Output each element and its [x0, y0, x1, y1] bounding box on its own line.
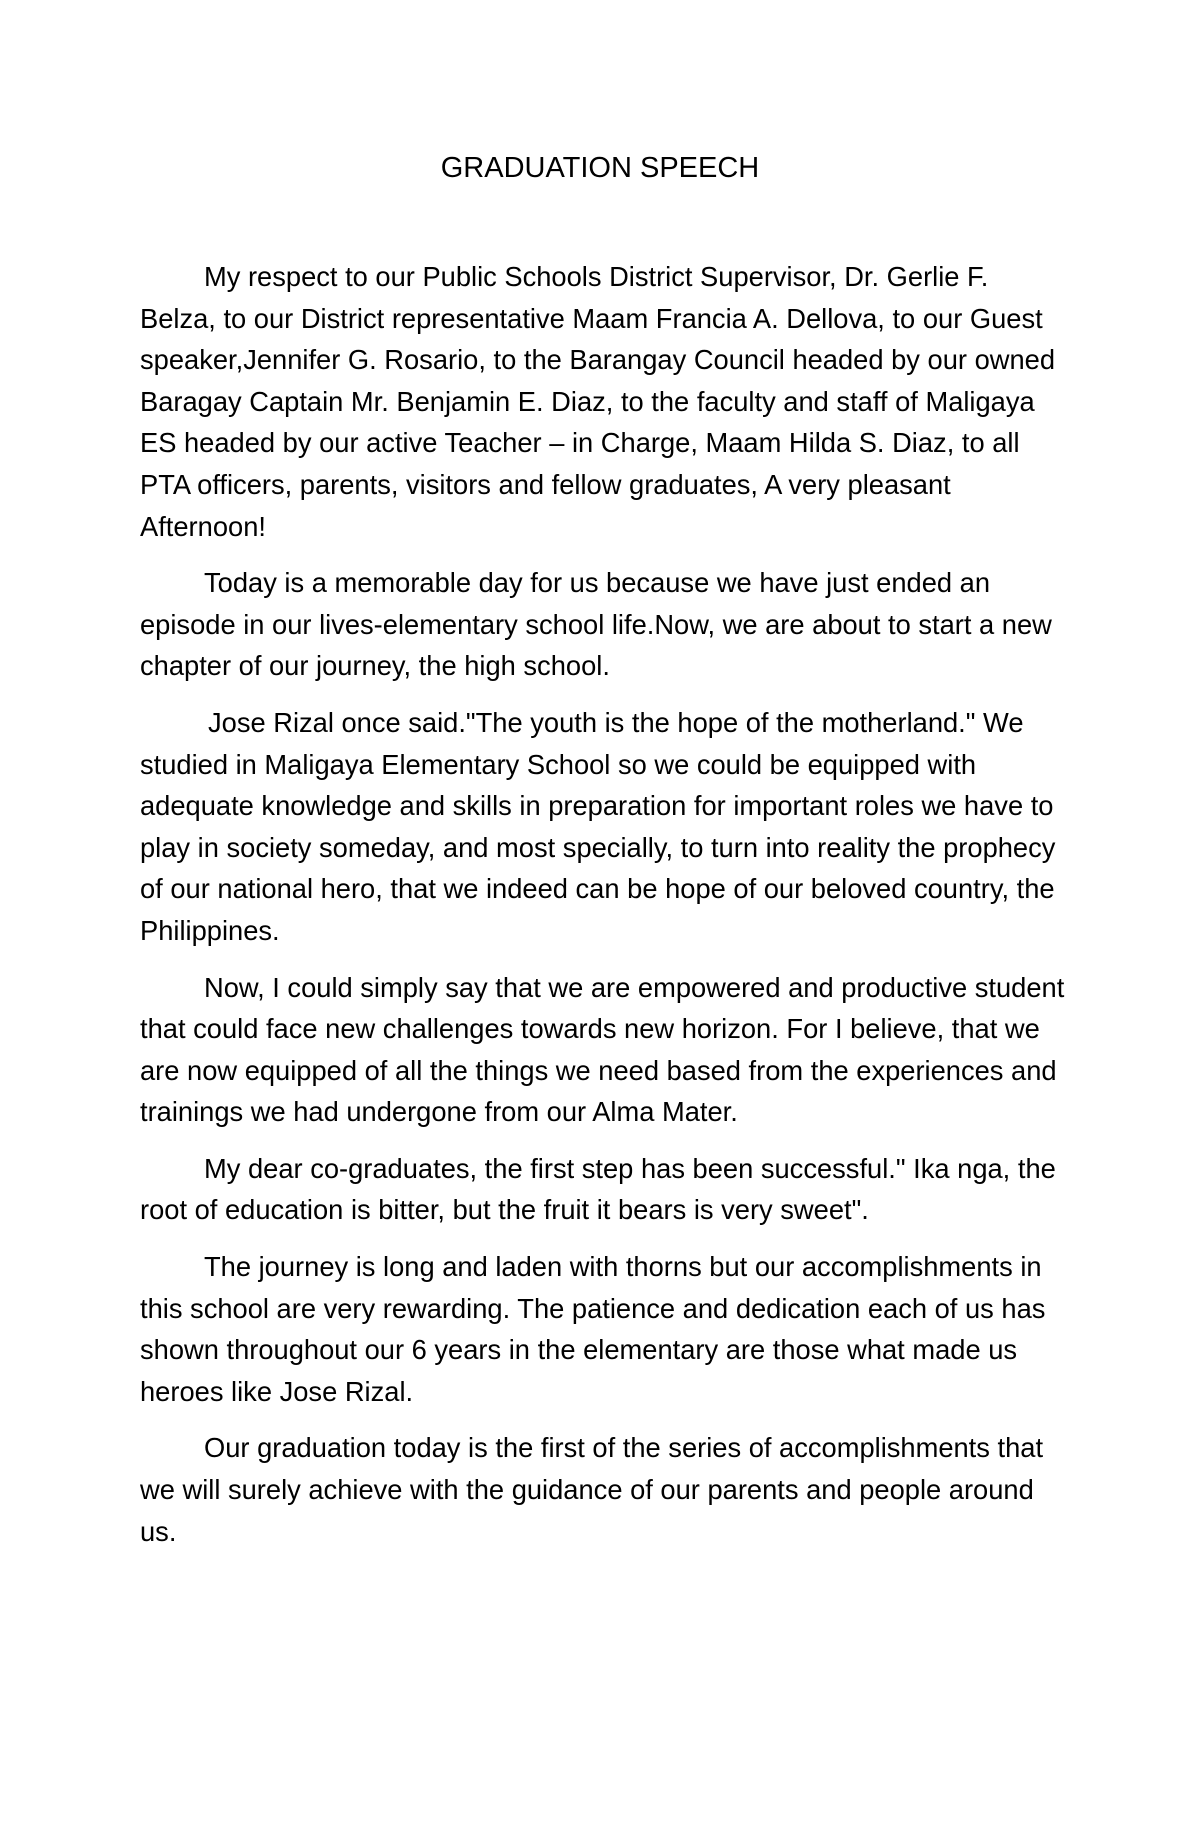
speech-body: [140, 256, 1070, 1567]
paragraph-jose-rizal: Jose Rizal once said."The youth is the hope of the motherland." We studied in Maligaya Elementary School so we could be equipped with adequate knowledge and skills in preparation for important roles we have to play in society someday, and most specially, to turn into reality the prophecy of our national hero, that we indeed can be hope of our beloved country, the Philippines.: [140, 706, 1056, 946]
paragraph-journey: The journey is long and laden with thorns but our accomplishments in this school are very rewarding. The patience and dedication each of us has shown throughout our 6 years in the elementary are those what made us heroes like Jose Rizal.: [140, 1251, 1046, 1407]
paragraph-empowered: Now, I could simply say that we are empowered and productive student that could face new challenges towards new horizon. For I believe, that we are now equipped of all the things we need based from the experiences and trainings we had undergone from our Alma Mater.: [140, 971, 1065, 1128]
paragraph-co-graduates: My dear co-graduates, the first step has been successful." Ika nga, the root of education is bitter, but the fruit it bears is very sweet".: [140, 1152, 1056, 1226]
paragraph-greeting: My respect to our Public Schools District Supervisor, Dr. Gerlie F. Belza, to our District representative Maam Francia A. Dellova, to our Guest speaker,Jennifer G. Rosario, to the Barangay Council headed by our owned Baragay Captain Mr. Benjamin E. Diaz, to the faculty and staff of Maligaya ES headed by our active Teacher – in Charge, Maam Hilda S. Diaz, to all PTA officers, parents, visitors and fellow graduates, A very pleasant Afternoon!: [140, 261, 1056, 542]
paragraph-memorable-day: Today is a memorable day for us because we have just ended an episode in our lives-elementary school life.Now, we are about to start a new chapter of our journey, the high school.: [140, 567, 1052, 682]
document-title: GRADUATION SPEECH: [440, 152, 760, 184]
paragraph-graduation-today: Our graduation today is the first of the series of accomplishments that we will surely achieve with the guidance of our parents and people around us.: [140, 1432, 1044, 1547]
